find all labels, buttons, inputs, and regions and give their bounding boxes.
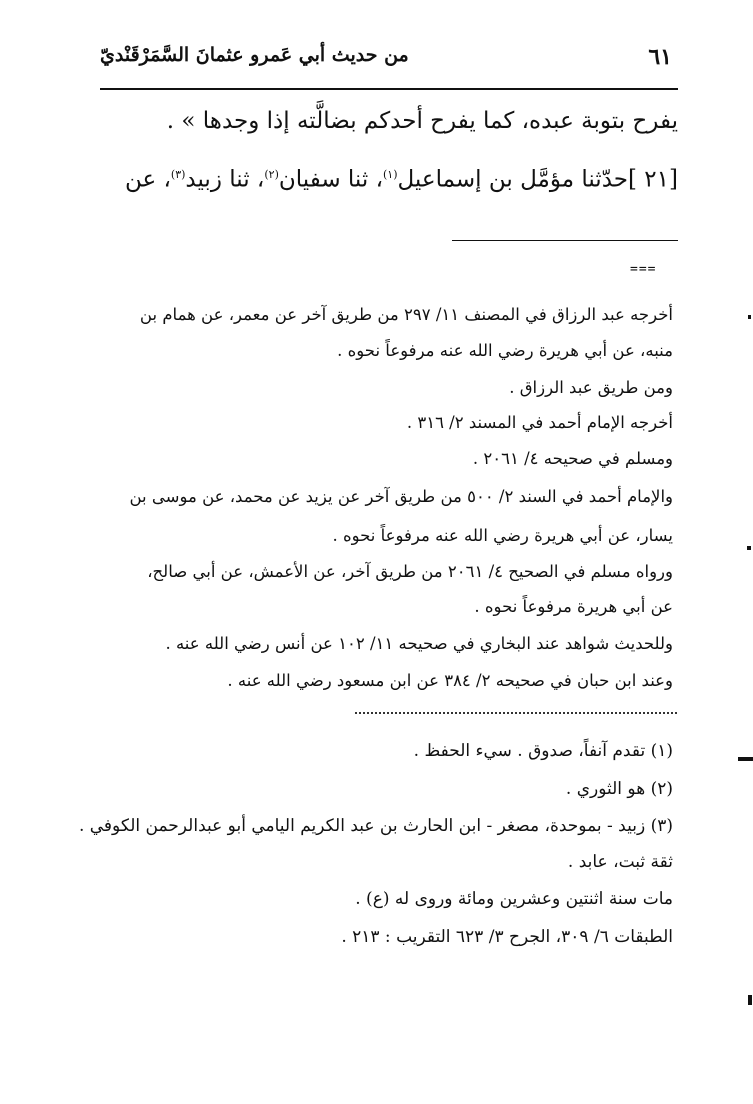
narrator-text-1: حدّثنا مؤمَّل بن إسماعيل: [397, 166, 628, 193]
takhrij-line: وللحديث شواهد عند البخاري في صحيحه ١١/ ١٠٢ عن أنس رضي الله عنه .: [165, 634, 673, 653]
continuation-marker: ===: [630, 262, 657, 277]
scan-speck: [738, 757, 753, 761]
takhrij-line: ومن طريق عبد الرزاق .: [509, 378, 673, 397]
narrator-text-3: ، ثنا زبيد: [185, 166, 265, 193]
takhrij-line: ومسلم في صحيحه ٤/ ٢٠٦١ .: [472, 449, 673, 468]
main-text-line-1: يفرح بتوبة عبده، كما يفرح أحدكم بضالَّته إذا وجدها » .: [166, 108, 678, 134]
footnote-3-line-4: الطبقات ٦/ ٣٠٩، الجرح ٣/ ٦٢٣ التقريب : ٢١٣ .: [341, 927, 673, 947]
takhrij-line: أخرجه الإمام أحمد في المسند ٢/ ٣١٦ .: [406, 413, 673, 432]
main-text-line-2: [100, 160, 678, 195]
hadith-number: [٢١ ]: [628, 166, 678, 193]
page-header: [100, 40, 678, 86]
takhrij-line: والإمام أحمد في السند ٢/ ٥٠٠ من طريق آخر عن يزيد عن محمد، عن موسى بن: [129, 487, 673, 506]
takhrij-line: يسار، عن أبي هريرة رضي الله عنه مرفوعاً نحوه .: [332, 526, 673, 545]
footnote-3-line-3: مات سنة اثنتين وعشرين ومائة وروى له (ع) .: [355, 889, 673, 909]
footnote-separator: [452, 240, 678, 241]
page-number: ٦١: [648, 44, 672, 70]
footnote-ref-2: (٢): [264, 168, 279, 181]
narrator-text-4: ، عن: [124, 166, 171, 193]
footnote-3-line-2: ثقة ثبت، عابد .: [567, 852, 673, 872]
scan-speck: [748, 995, 752, 1005]
running-title: من حديث أبي عَمرو عثمانَ السَّمَرْقَنْديّ: [100, 44, 409, 66]
narrator-text-2: ، ثنا سفيان: [278, 166, 383, 193]
footnote-ref-3: (٣): [170, 168, 186, 181]
takhrij-line: منبه، عن أبي هريرة رضي الله عنه مرفوعاً نحوه .: [337, 341, 673, 360]
header-rule: [100, 88, 678, 90]
takhrij-line: وعند ابن حبان في صحيحه ٢/ ٣٨٤ عن ابن مسعود رضي الله عنه .: [227, 671, 673, 690]
footnote-2: (٢) هو الثوري .: [565, 779, 673, 799]
footnote-1: (١) تقدم آنفاً، صدوق . سيء الحفظ .: [413, 741, 673, 761]
dotted-separator: [355, 712, 677, 714]
footnote-ref-1: (١): [383, 168, 398, 181]
takhrij-line: عن أبي هريرة مرفوعاً نحوه .: [474, 597, 673, 616]
footnote-3: (٣) زبيد - بموحدة، مصغر - ابن الحارث بن عبد الكريم اليامي أبو عبدالرحمن الكوفي .: [78, 816, 673, 836]
scan-speck: [748, 315, 751, 319]
takhrij-line: أخرجه عبد الرزاق في المصنف ١١/ ٢٩٧ من طريق آخر عن معمر، عن همام بن: [139, 305, 673, 324]
scan-speck: [747, 546, 751, 550]
takhrij-line: ورواه مسلم في الصحيح ٤/ ٢٠٦١ من طريق آخر، عن الأعمش، عن أبي صالح،: [147, 562, 673, 581]
